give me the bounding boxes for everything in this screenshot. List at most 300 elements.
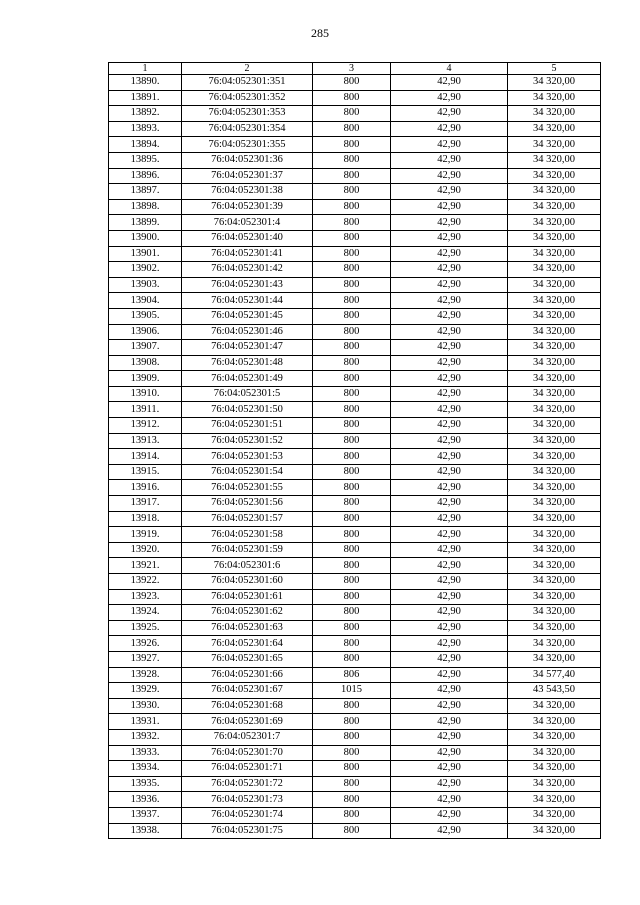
table-row <box>109 262 601 278</box>
table-cell: 34 320,00 <box>508 823 601 839</box>
table-cell: 13903. <box>109 277 182 293</box>
table-cell: 34 320,00 <box>508 75 601 91</box>
table-cell: 800 <box>313 761 391 777</box>
table-cell: 42,90 <box>391 340 508 356</box>
table-cell: 76:04:052301:54 <box>182 464 313 480</box>
table-row <box>109 807 601 823</box>
table-cell: 13932. <box>109 729 182 745</box>
table-row <box>109 776 601 792</box>
table-cell: 800 <box>313 230 391 246</box>
table-cell: 76:04:052301:39 <box>182 199 313 215</box>
table-cell: 800 <box>313 480 391 496</box>
table-row <box>109 230 601 246</box>
table-row <box>109 605 601 621</box>
table-cell: 42,90 <box>391 308 508 324</box>
table-cell: 13935. <box>109 776 182 792</box>
table-cell: 34 320,00 <box>508 262 601 278</box>
table-cell: 34 320,00 <box>508 90 601 106</box>
table-cell: 42,90 <box>391 402 508 418</box>
table-cell: 76:04:052301:41 <box>182 246 313 262</box>
table-cell: 13911. <box>109 402 182 418</box>
table-cell: 42,90 <box>391 496 508 512</box>
table-cell: 13928. <box>109 667 182 683</box>
table-row <box>109 168 601 184</box>
table-row <box>109 308 601 324</box>
table-row <box>109 729 601 745</box>
table-cell: 42,90 <box>391 418 508 434</box>
table-row <box>109 121 601 137</box>
table-cell: 34 320,00 <box>508 199 601 215</box>
table-cell: 13894. <box>109 137 182 153</box>
table-cell: 34 320,00 <box>508 496 601 512</box>
table-row <box>109 449 601 465</box>
table-cell: 800 <box>313 745 391 761</box>
table-row <box>109 698 601 714</box>
table-row <box>109 511 601 527</box>
table-cell: 42,90 <box>391 90 508 106</box>
table-cell: 42,90 <box>391 106 508 122</box>
table-cell: 34 320,00 <box>508 511 601 527</box>
table-cell: 76:04:052301:48 <box>182 355 313 371</box>
table-cell: 13936. <box>109 792 182 808</box>
column-header: 5 <box>508 63 601 75</box>
table-cell: 42,90 <box>391 776 508 792</box>
table-cell: 42,90 <box>391 137 508 153</box>
table-cell: 42,90 <box>391 651 508 667</box>
table-cell: 34 320,00 <box>508 230 601 246</box>
table-cell: 76:04:052301:37 <box>182 168 313 184</box>
table-cell: 42,90 <box>391 386 508 402</box>
table-cell: 13900. <box>109 230 182 246</box>
table-cell: 34 320,00 <box>508 371 601 387</box>
table-cell: 13916. <box>109 480 182 496</box>
table-cell: 800 <box>313 324 391 340</box>
table-cell: 13920. <box>109 542 182 558</box>
table-cell: 42,90 <box>391 433 508 449</box>
table-cell: 76:04:052301:43 <box>182 277 313 293</box>
table-cell: 34 320,00 <box>508 527 601 543</box>
table-cell: 34 320,00 <box>508 293 601 309</box>
table-cell: 42,90 <box>391 792 508 808</box>
table-cell: 800 <box>313 121 391 137</box>
table-cell: 76:04:052301:69 <box>182 714 313 730</box>
table-cell: 34 320,00 <box>508 745 601 761</box>
table-cell: 76:04:052301:354 <box>182 121 313 137</box>
table-cell: 76:04:052301:47 <box>182 340 313 356</box>
table-cell: 800 <box>313 449 391 465</box>
table-row <box>109 792 601 808</box>
table-cell: 42,90 <box>391 464 508 480</box>
table-cell: 34 577,40 <box>508 667 601 683</box>
column-header: 4 <box>391 63 508 75</box>
table-cell: 34 320,00 <box>508 106 601 122</box>
data-table <box>108 62 601 839</box>
table-cell: 13908. <box>109 355 182 371</box>
table-cell: 800 <box>313 199 391 215</box>
table-cell: 76:04:052301:45 <box>182 308 313 324</box>
table-cell: 800 <box>313 464 391 480</box>
table-cell: 800 <box>313 215 391 231</box>
table-cell: 42,90 <box>391 121 508 137</box>
table-header-row <box>109 63 601 75</box>
table-cell: 800 <box>313 823 391 839</box>
table-cell: 34 320,00 <box>508 137 601 153</box>
table-cell: 76:04:052301:68 <box>182 698 313 714</box>
table-cell: 800 <box>313 137 391 153</box>
table-cell: 76:04:052301:71 <box>182 761 313 777</box>
table-cell: 42,90 <box>391 215 508 231</box>
table-row <box>109 152 601 168</box>
table-cell: 800 <box>313 589 391 605</box>
table-cell: 800 <box>313 776 391 792</box>
table-cell: 13899. <box>109 215 182 231</box>
table-cell: 76:04:052301:5 <box>182 386 313 402</box>
table-row <box>109 683 601 699</box>
table-cell: 42,90 <box>391 761 508 777</box>
table-cell: 34 320,00 <box>508 792 601 808</box>
table-cell: 13918. <box>109 511 182 527</box>
table-cell: 800 <box>313 807 391 823</box>
table-cell: 76:04:052301:64 <box>182 636 313 652</box>
table-cell: 34 320,00 <box>508 340 601 356</box>
table-cell: 13907. <box>109 340 182 356</box>
table-cell: 42,90 <box>391 355 508 371</box>
table-cell: 800 <box>313 605 391 621</box>
table-row <box>109 371 601 387</box>
table-cell: 42,90 <box>391 511 508 527</box>
table-cell: 76:04:052301:50 <box>182 402 313 418</box>
table-cell: 13901. <box>109 246 182 262</box>
table-row <box>109 464 601 480</box>
table-cell: 42,90 <box>391 605 508 621</box>
table-row <box>109 714 601 730</box>
table-cell: 76:04:052301:46 <box>182 324 313 340</box>
table-cell: 76:04:052301:72 <box>182 776 313 792</box>
table-row <box>109 75 601 91</box>
table-cell: 13912. <box>109 418 182 434</box>
table-cell: 13923. <box>109 589 182 605</box>
table-row <box>109 386 601 402</box>
table-cell: 34 320,00 <box>508 184 601 200</box>
table-cell: 42,90 <box>391 277 508 293</box>
table-cell: 42,90 <box>391 714 508 730</box>
table-cell: 76:04:052301:51 <box>182 418 313 434</box>
table-cell: 13891. <box>109 90 182 106</box>
table-cell: 13895. <box>109 152 182 168</box>
table-cell: 13931. <box>109 714 182 730</box>
table-cell: 42,90 <box>391 184 508 200</box>
table-cell: 800 <box>313 184 391 200</box>
table-cell: 800 <box>313 527 391 543</box>
table-cell: 34 320,00 <box>508 776 601 792</box>
table-cell: 34 320,00 <box>508 589 601 605</box>
table-cell: 34 320,00 <box>508 698 601 714</box>
table-cell: 34 320,00 <box>508 807 601 823</box>
table-cell: 13896. <box>109 168 182 184</box>
table-cell: 42,90 <box>391 371 508 387</box>
table-cell: 800 <box>313 340 391 356</box>
table-cell: 76:04:052301:59 <box>182 542 313 558</box>
table-cell: 34 320,00 <box>508 277 601 293</box>
table-row <box>109 184 601 200</box>
table-cell: 76:04:052301:75 <box>182 823 313 839</box>
table-cell: 800 <box>313 355 391 371</box>
table-cell: 13905. <box>109 308 182 324</box>
table-cell: 34 320,00 <box>508 729 601 745</box>
table-row <box>109 324 601 340</box>
table-cell: 42,90 <box>391 542 508 558</box>
table-cell: 13902. <box>109 262 182 278</box>
table-cell: 13915. <box>109 464 182 480</box>
table-row <box>109 589 601 605</box>
table-cell: 76:04:052301:353 <box>182 106 313 122</box>
table-cell: 34 320,00 <box>508 620 601 636</box>
table-cell: 800 <box>313 106 391 122</box>
table-row <box>109 667 601 683</box>
table-cell: 800 <box>313 308 391 324</box>
table-cell: 34 320,00 <box>508 605 601 621</box>
table-row <box>109 761 601 777</box>
table-cell: 13897. <box>109 184 182 200</box>
table-row <box>109 418 601 434</box>
table-cell: 800 <box>313 620 391 636</box>
table-cell: 42,90 <box>391 168 508 184</box>
table-cell: 42,90 <box>391 636 508 652</box>
table-row <box>109 651 601 667</box>
table-cell: 76:04:052301:55 <box>182 480 313 496</box>
table-cell: 800 <box>313 371 391 387</box>
table-cell: 42,90 <box>391 683 508 699</box>
table-cell: 76:04:052301:57 <box>182 511 313 527</box>
table-cell: 800 <box>313 792 391 808</box>
table-cell: 34 320,00 <box>508 558 601 574</box>
table-cell: 76:04:052301:66 <box>182 667 313 683</box>
table-cell: 42,90 <box>391 527 508 543</box>
table-cell: 42,90 <box>391 620 508 636</box>
table-cell: 34 320,00 <box>508 386 601 402</box>
table-cell: 34 320,00 <box>508 433 601 449</box>
table-row <box>109 574 601 590</box>
table-cell: 42,90 <box>391 574 508 590</box>
table-cell: 13925. <box>109 620 182 636</box>
table-row <box>109 106 601 122</box>
table-cell: 76:04:052301:351 <box>182 75 313 91</box>
table-cell: 800 <box>313 75 391 91</box>
table-cell: 34 320,00 <box>508 215 601 231</box>
table-cell: 13914. <box>109 449 182 465</box>
table-cell: 13927. <box>109 651 182 667</box>
table-cell: 42,90 <box>391 75 508 91</box>
table-cell: 42,90 <box>391 293 508 309</box>
table-row <box>109 402 601 418</box>
page-number: 285 <box>311 26 329 40</box>
table-cell: 806 <box>313 667 391 683</box>
table-row <box>109 199 601 215</box>
table-cell: 800 <box>313 262 391 278</box>
table-cell: 13929. <box>109 683 182 699</box>
table-cell: 800 <box>313 293 391 309</box>
table-cell: 13892. <box>109 106 182 122</box>
table-cell: 800 <box>313 698 391 714</box>
table-cell: 42,90 <box>391 667 508 683</box>
table-cell: 1015 <box>313 683 391 699</box>
table-cell: 13934. <box>109 761 182 777</box>
table-cell: 34 320,00 <box>508 449 601 465</box>
table-cell: 13904. <box>109 293 182 309</box>
table-cell: 42,90 <box>391 589 508 605</box>
table-cell: 13906. <box>109 324 182 340</box>
table-cell: 13921. <box>109 558 182 574</box>
table-cell: 34 320,00 <box>508 542 601 558</box>
table-cell: 13924. <box>109 605 182 621</box>
table-cell: 34 320,00 <box>508 308 601 324</box>
table-cell: 76:04:052301:67 <box>182 683 313 699</box>
table-cell: 800 <box>313 651 391 667</box>
table-cell: 34 320,00 <box>508 651 601 667</box>
table-row <box>109 433 601 449</box>
table-body <box>109 63 601 839</box>
table-cell: 800 <box>313 574 391 590</box>
table-cell: 800 <box>313 496 391 512</box>
column-header: 2 <box>182 63 313 75</box>
table-cell: 34 320,00 <box>508 324 601 340</box>
table-cell: 800 <box>313 277 391 293</box>
table-cell: 13922. <box>109 574 182 590</box>
table-cell: 42,90 <box>391 558 508 574</box>
table-row <box>109 355 601 371</box>
table-cell: 43 543,50 <box>508 683 601 699</box>
table-cell: 800 <box>313 511 391 527</box>
table-cell: 76:04:052301:52 <box>182 433 313 449</box>
table-cell: 42,90 <box>391 480 508 496</box>
table-cell: 800 <box>313 433 391 449</box>
table-cell: 42,90 <box>391 199 508 215</box>
table-cell: 42,90 <box>391 449 508 465</box>
table-cell: 76:04:052301:44 <box>182 293 313 309</box>
table-cell: 42,90 <box>391 823 508 839</box>
table-cell: 34 320,00 <box>508 121 601 137</box>
table-row <box>109 527 601 543</box>
table-row <box>109 340 601 356</box>
table-cell: 76:04:052301:65 <box>182 651 313 667</box>
table-cell: 76:04:052301:61 <box>182 589 313 605</box>
table-cell: 34 320,00 <box>508 402 601 418</box>
table-cell: 800 <box>313 386 391 402</box>
table-cell: 13913. <box>109 433 182 449</box>
table-cell: 13910. <box>109 386 182 402</box>
table-cell: 42,90 <box>391 698 508 714</box>
table-cell: 42,90 <box>391 246 508 262</box>
table-cell: 34 320,00 <box>508 480 601 496</box>
table-row <box>109 90 601 106</box>
table-row <box>109 542 601 558</box>
table-cell: 13909. <box>109 371 182 387</box>
table-cell: 34 320,00 <box>508 246 601 262</box>
table-cell: 13937. <box>109 807 182 823</box>
table-cell: 34 320,00 <box>508 636 601 652</box>
table-cell: 42,90 <box>391 262 508 278</box>
table-cell: 76:04:052301:53 <box>182 449 313 465</box>
column-header: 3 <box>313 63 391 75</box>
table-cell: 34 320,00 <box>508 355 601 371</box>
table-cell: 800 <box>313 558 391 574</box>
column-header: 1 <box>109 63 182 75</box>
table-cell: 76:04:052301:56 <box>182 496 313 512</box>
table-cell: 42,90 <box>391 152 508 168</box>
table-cell: 13933. <box>109 745 182 761</box>
table-cell: 76:04:052301:73 <box>182 792 313 808</box>
table-cell: 42,90 <box>391 729 508 745</box>
table-cell: 34 320,00 <box>508 714 601 730</box>
table-cell: 34 320,00 <box>508 418 601 434</box>
table-cell: 76:04:052301:4 <box>182 215 313 231</box>
table-cell: 76:04:052301:74 <box>182 807 313 823</box>
table-cell: 76:04:052301:40 <box>182 230 313 246</box>
table-row <box>109 293 601 309</box>
table-cell: 34 320,00 <box>508 761 601 777</box>
table-cell: 800 <box>313 636 391 652</box>
table-cell: 76:04:052301:60 <box>182 574 313 590</box>
table-cell: 76:04:052301:58 <box>182 527 313 543</box>
table-cell: 42,90 <box>391 230 508 246</box>
table-row <box>109 137 601 153</box>
table-cell: 34 320,00 <box>508 464 601 480</box>
table-cell: 800 <box>313 402 391 418</box>
table-cell: 13893. <box>109 121 182 137</box>
table-cell: 13917. <box>109 496 182 512</box>
table-cell: 800 <box>313 542 391 558</box>
table-row <box>109 558 601 574</box>
table-cell: 800 <box>313 168 391 184</box>
table-cell: 800 <box>313 90 391 106</box>
table-row <box>109 277 601 293</box>
table-row <box>109 823 601 839</box>
table-cell: 13938. <box>109 823 182 839</box>
table-cell: 76:04:052301:42 <box>182 262 313 278</box>
table-cell: 800 <box>313 714 391 730</box>
table-cell: 76:04:052301:7 <box>182 729 313 745</box>
table-cell: 76:04:052301:36 <box>182 152 313 168</box>
table-row <box>109 480 601 496</box>
table-cell: 76:04:052301:38 <box>182 184 313 200</box>
table-cell: 42,90 <box>391 745 508 761</box>
table-row <box>109 215 601 231</box>
table-row <box>109 620 601 636</box>
table-row <box>109 246 601 262</box>
table-cell: 76:04:052301:355 <box>182 137 313 153</box>
table-cell: 13898. <box>109 199 182 215</box>
table-cell: 76:04:052301:70 <box>182 745 313 761</box>
table-row <box>109 496 601 512</box>
table-cell: 34 320,00 <box>508 574 601 590</box>
table-cell: 34 320,00 <box>508 168 601 184</box>
table-cell: 800 <box>313 152 391 168</box>
table-cell: 13930. <box>109 698 182 714</box>
table-cell: 42,90 <box>391 324 508 340</box>
table-cell: 76:04:052301:49 <box>182 371 313 387</box>
table-row <box>109 636 601 652</box>
table-cell: 800 <box>313 418 391 434</box>
table-cell: 13926. <box>109 636 182 652</box>
table-cell: 76:04:052301:62 <box>182 605 313 621</box>
table-cell: 76:04:052301:6 <box>182 558 313 574</box>
table-cell: 76:04:052301:63 <box>182 620 313 636</box>
table-cell: 42,90 <box>391 807 508 823</box>
table-cell: 13890. <box>109 75 182 91</box>
table-cell: 13919. <box>109 527 182 543</box>
table-cell: 800 <box>313 246 391 262</box>
table-row <box>109 745 601 761</box>
